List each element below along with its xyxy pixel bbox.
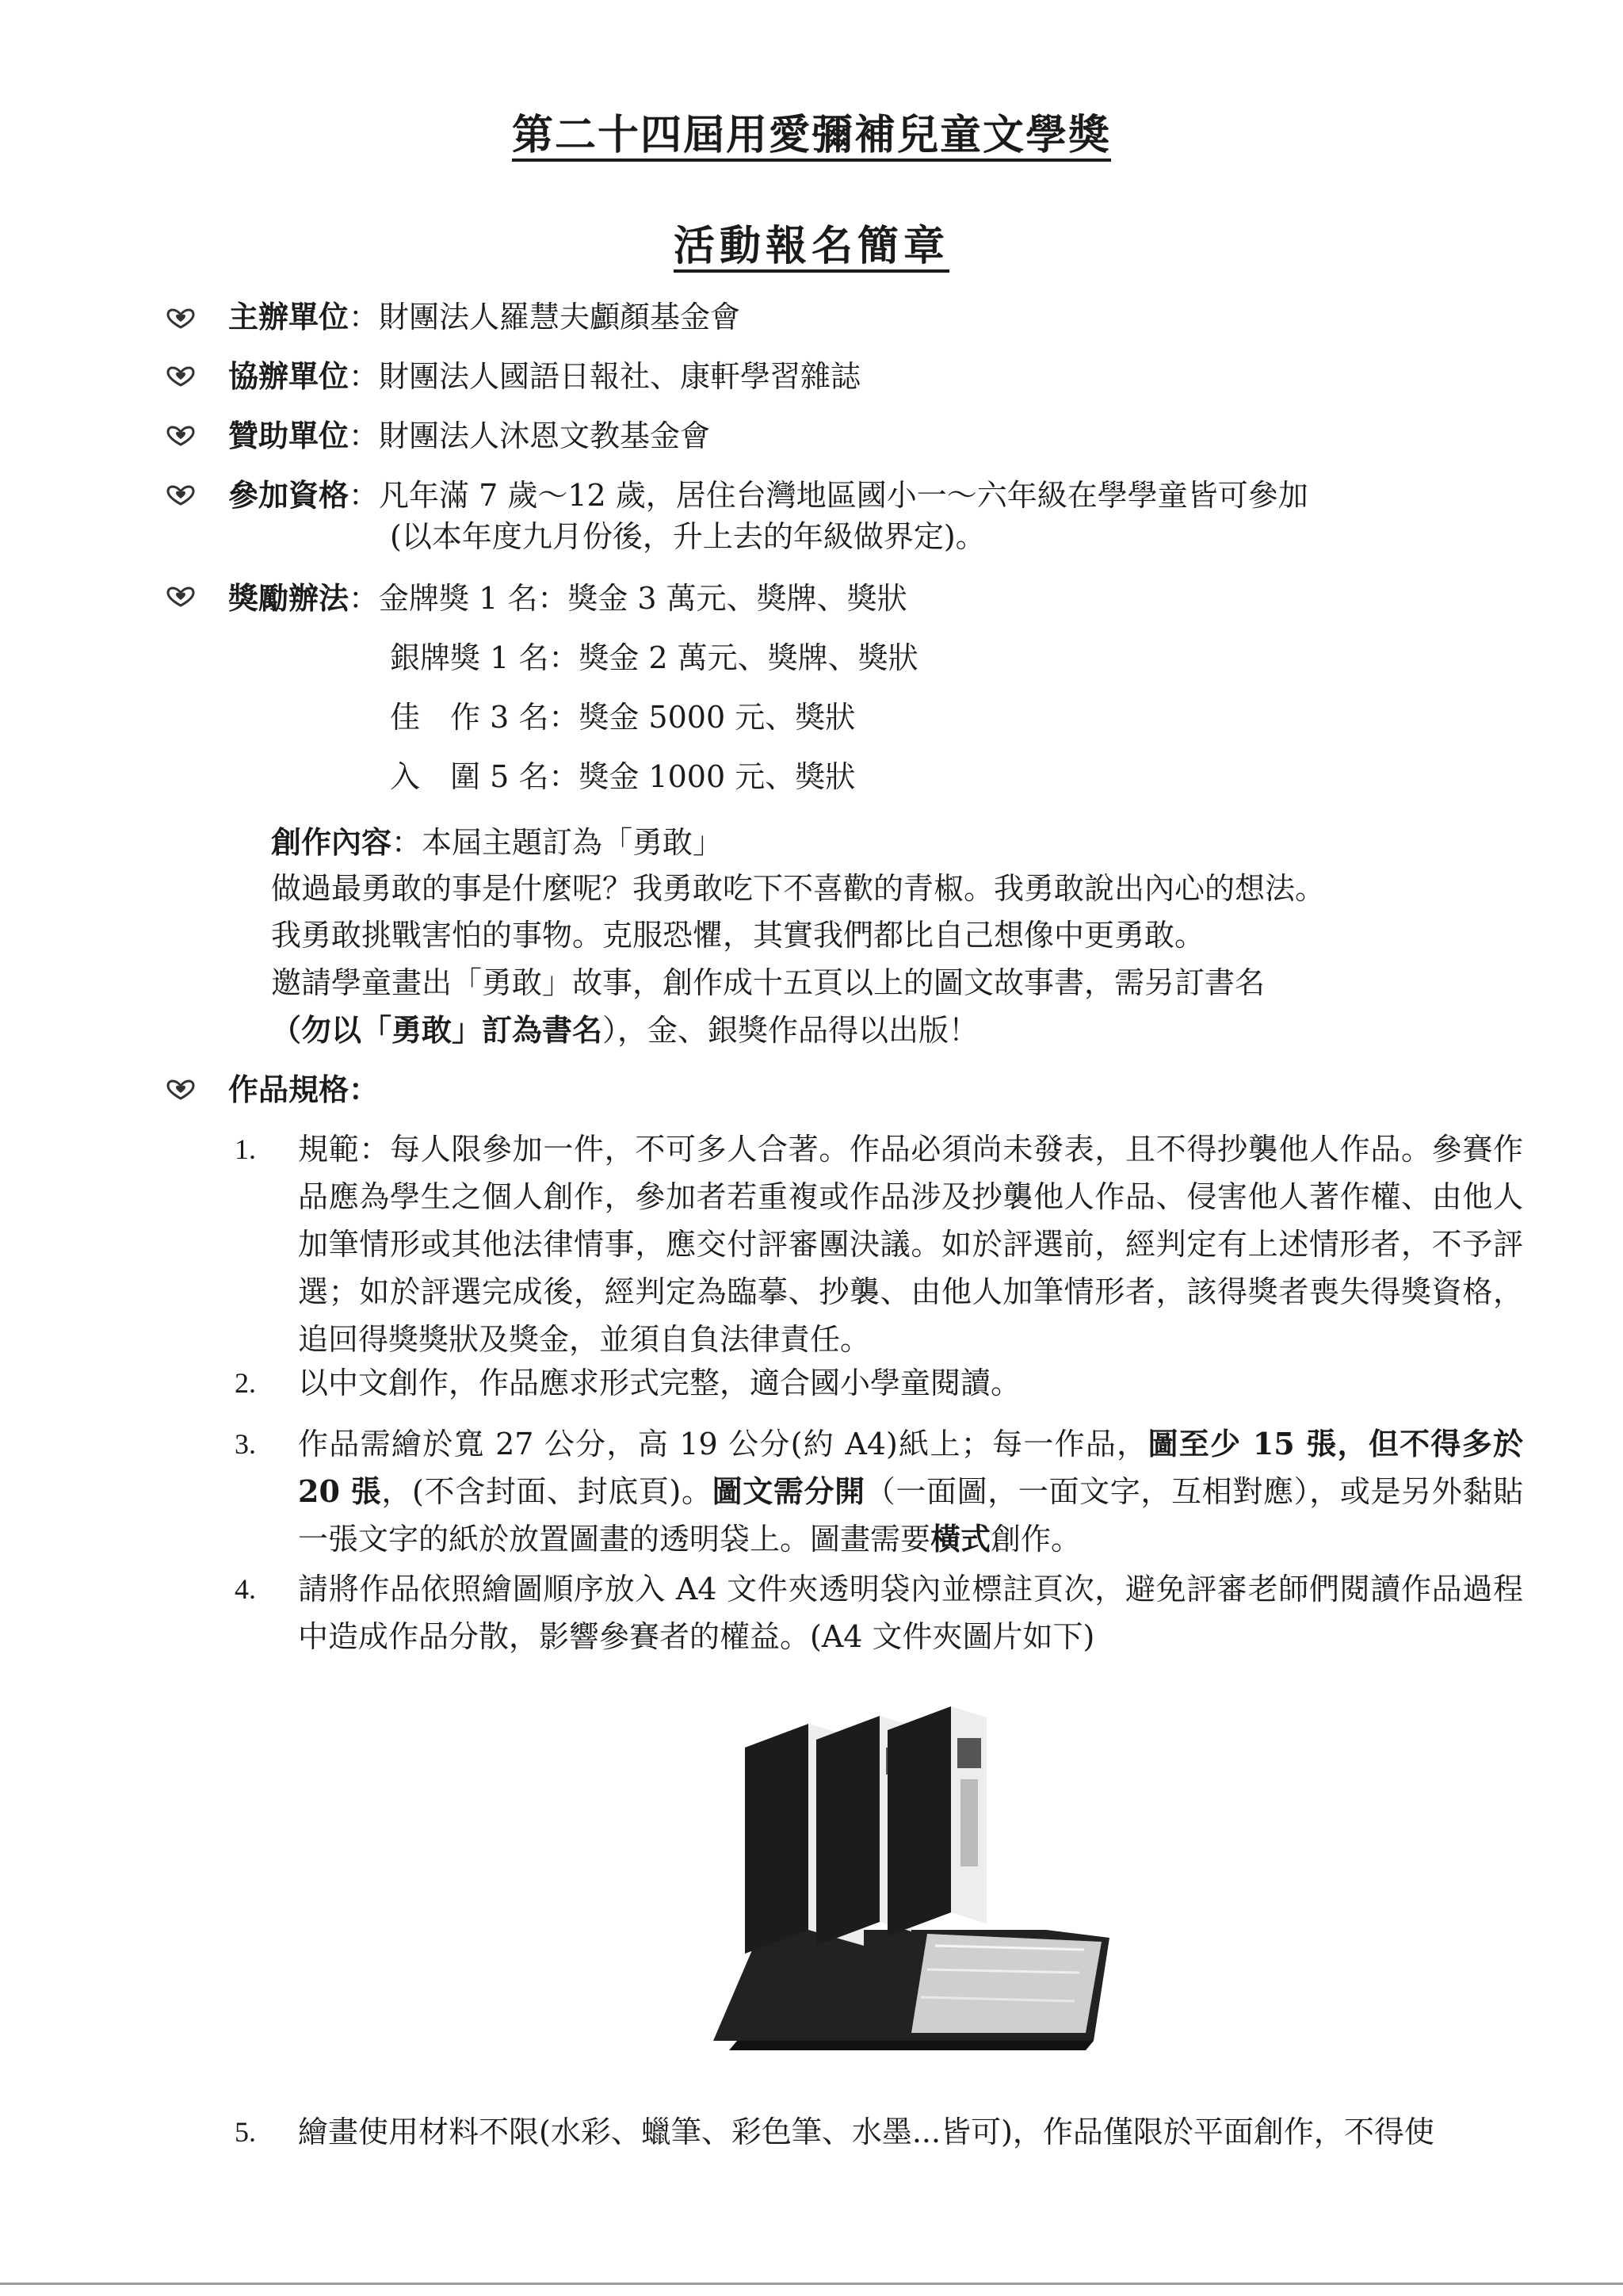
spec-item-3 xyxy=(298,1420,1523,1563)
spec-number: 3. xyxy=(235,1428,256,1460)
spec-item-4: 請將作品依照繪圖順序放入 A4 文件夾透明袋內並標註頁次，避免評審老師們閱讀作品過程中造成作品分散，影響參賽者的權益。(A4 文件夾圖片如下) xyxy=(298,1572,1523,1654)
info-label: 協辦單位 xyxy=(228,358,349,394)
spec-item-2: 以中文創作，作品應求形式完整，適合國小學童閱讀。 xyxy=(298,1366,1022,1400)
heart-bullet-icon xyxy=(165,307,197,330)
spec-number: 2. xyxy=(235,1367,256,1399)
content-line: 做過最勇敢的事是什麼呢？我勇敢吃下不喜歡的青椒。我勇敢說出內心的想法。 xyxy=(271,871,1326,906)
content-heading xyxy=(271,823,723,862)
a4-folder-photo xyxy=(713,1692,1173,2057)
content-line xyxy=(271,1010,979,1050)
binder-3 xyxy=(888,1706,951,1936)
heart-bullet-icon xyxy=(165,585,197,609)
award-line: 入 圍 5 名：獎金 1000 元、獎狀 xyxy=(390,759,856,794)
spec-text: ，(不含封面、封底頁)。 xyxy=(381,1474,712,1509)
heart-bullet-icon xyxy=(165,365,197,388)
info-label: 參加資格 xyxy=(228,477,349,513)
info-value: ：金牌獎 1 名：獎金 3 萬元、獎牌、獎狀 xyxy=(349,581,907,616)
spec-item-5: 繪畫使用材料不限(水彩、蠟筆、彩色筆、水墨...皆可)，作品僅限於平面創作，不得使 xyxy=(298,2115,1434,2149)
info-value: ：凡年滿 7 歲～12 歲，居住台灣地區國小一～六年級在學學童皆可參加 xyxy=(349,478,1308,513)
spec-item-1: 規範：每人限參加一件，不可多人合著。作品必須尚未發表，且不得抄襲他人作品。參賽作品應為學生之個人創作，參加者若重複或作品涉及抄襲他人作品、侵害他人著作權、由他人加筆情形或其他法律情事，應交付評審團決議。如於評選前，經判定有上述情形者，不予評選；如於評選完成後，經判定為臨摹、抄襲、由他人加筆情形者，該得獎者喪失得獎資格，追回得獎獎狀及獎金，並須自負法律責任。 xyxy=(298,1132,1523,1357)
content-bold: （勿以「勇敢」訂為書名 xyxy=(271,1012,603,1048)
heart-bullet-icon xyxy=(165,424,197,448)
spec-text: 創作。 xyxy=(991,1522,1082,1557)
spec-number: 5. xyxy=(235,2116,256,2148)
content-line: 我勇敢挑戰害怕的事物。克服恐懼，其實我們都比自己想像中更勇敢。 xyxy=(271,918,1205,953)
document-subtitle: 活動報名簡章 xyxy=(673,222,949,270)
info-row-awards xyxy=(228,579,907,618)
scan-edge-divider xyxy=(0,2283,1623,2285)
content-label: 創作內容 xyxy=(271,824,392,860)
info-label: 主辦單位 xyxy=(228,299,349,334)
spec-bold: 圖文需分開 xyxy=(712,1473,865,1509)
info-value: ：財團法人沐恩文教基金會 xyxy=(349,418,711,453)
info-value: ：財團法人羅慧夫顱顏基金會 xyxy=(349,300,741,334)
award-line: 佳 作 3 名：獎金 5000 元、獎狀 xyxy=(390,700,856,735)
info-row-organizer xyxy=(228,297,740,337)
spec-bold: 圖至少 15 張，但不得多於 20 張 xyxy=(298,1426,1524,1509)
eligibility-note: (以本年度九月份後，升上去的年級做界定)。 xyxy=(390,519,986,554)
content-line: 邀請學童畫出「勇敢」故事，創作成十五頁以上的圖文故事書，需另訂書名 xyxy=(271,965,1266,1000)
heart-bullet-icon xyxy=(165,483,197,507)
info-row-eligibility xyxy=(228,476,1308,515)
binder-2 xyxy=(816,1716,880,1946)
spec-bold: 橫式 xyxy=(930,1521,991,1557)
binder-1 xyxy=(745,1724,808,1954)
spec-text: 作品需繪於寬 27 公分，高 19 公分(約 A4)紙上；每一作品， xyxy=(298,1427,1148,1461)
spec-text: （一面圖，一面文字，互相對應），或是另外黏貼一張文字的紙於放置圖畫的透明袋上。圖畫需要 xyxy=(298,1474,1523,1557)
spec-number: 1. xyxy=(235,1133,256,1165)
info-row-co-organizer xyxy=(228,357,861,396)
spec-number: 4. xyxy=(235,1573,256,1605)
document-title: 第二十四屆用愛彌補兒童文學獎 xyxy=(511,111,1111,159)
heart-bullet-icon xyxy=(165,1078,197,1102)
info-row-sponsor xyxy=(228,416,710,456)
info-value: ：財團法人國語日報社、康軒學習雜誌 xyxy=(349,359,861,394)
award-line: 銀牌獎 1 名：獎金 2 萬元、獎牌、獎狀 xyxy=(390,640,918,675)
info-label: 贊助單位 xyxy=(228,418,349,453)
content-intro: ：本屆主題訂為「勇敢」 xyxy=(391,825,724,860)
content-rest: ），金、銀獎作品得以出版！ xyxy=(602,1013,980,1048)
specs-label: 作品規格： xyxy=(228,1072,380,1107)
info-label: 獎勵辦法 xyxy=(228,580,349,616)
specs-heading xyxy=(228,1070,379,1110)
